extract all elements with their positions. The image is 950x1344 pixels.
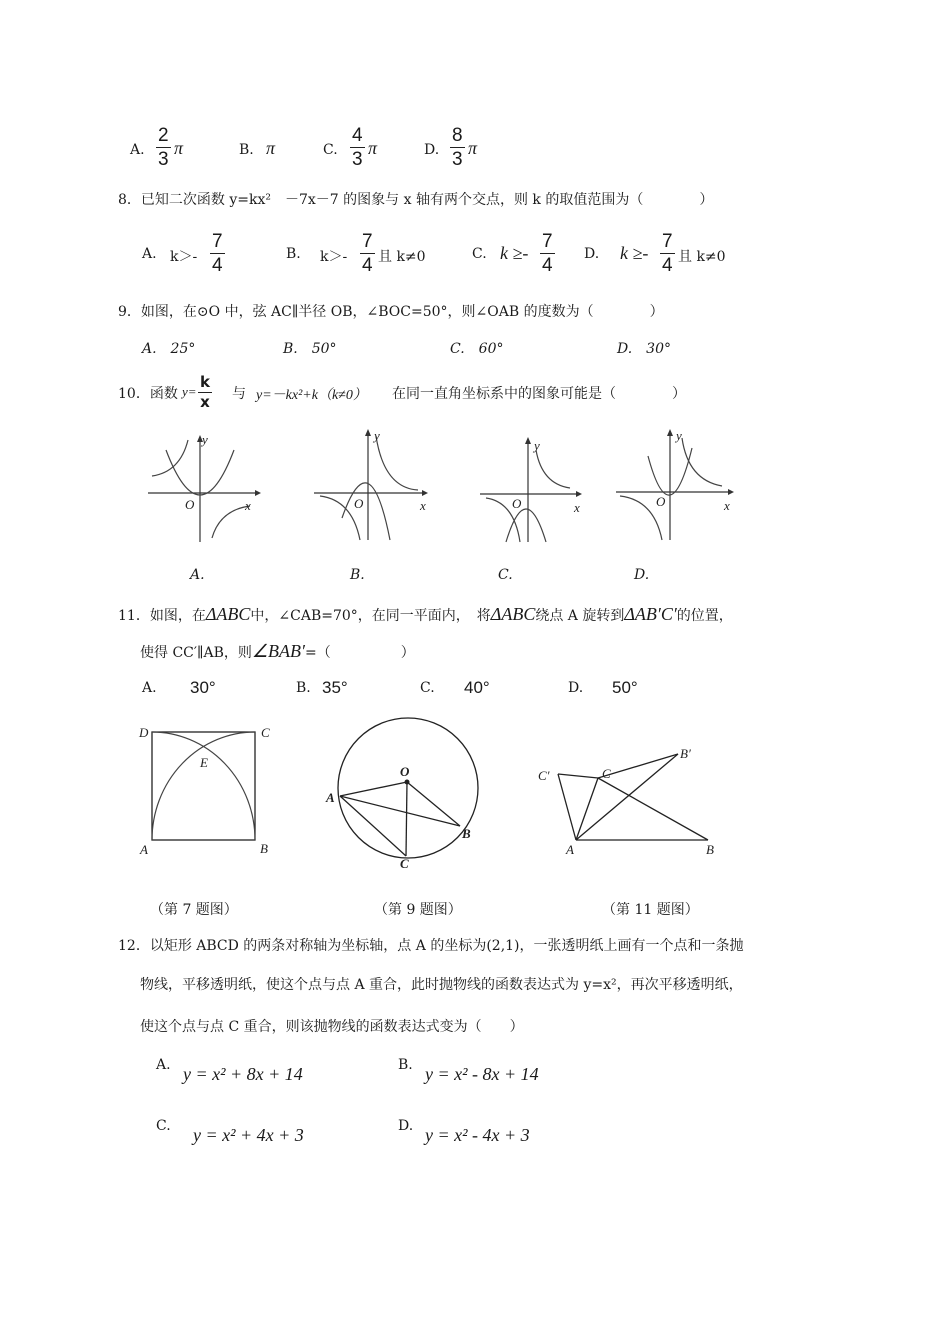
q10-c-x-label: x bbox=[574, 500, 580, 515]
q11-option-b-value: 35° bbox=[322, 678, 348, 697]
figure-11 bbox=[536, 740, 736, 860]
q12-line2: 物线，平移透明纸，使这个点与点 A 重合，此时抛物线的函数表达式为 y=x²，再次平移透明纸， bbox=[140, 977, 743, 993]
q8-option-d-label: D. bbox=[584, 246, 600, 262]
fig11-label-b: B bbox=[706, 842, 714, 857]
q10-b-y-label: y bbox=[374, 428, 380, 443]
q11-line1 bbox=[118, 604, 733, 625]
q10-c-origin: O bbox=[512, 496, 522, 511]
q12-option-b-expr: y = x² - 8x + 14 bbox=[425, 1064, 539, 1084]
q11-option-c-value: 40° bbox=[464, 678, 490, 697]
q10-c-y-label: y bbox=[534, 438, 540, 453]
q7-option-a-label: A. bbox=[130, 142, 145, 158]
q11-option-a-value: 30° bbox=[190, 678, 216, 697]
q8-stem: 8．已知二次函数 y=kx² －7x－7 的图象与 x 轴有两个交点，则 k 的取值范围为（ ） bbox=[118, 192, 714, 208]
q7-option-d-label: D. bbox=[424, 142, 440, 158]
q11-angle: ∠BAB′ bbox=[251, 641, 305, 661]
q8-option-a-label: A. bbox=[142, 246, 157, 262]
q10-graph-b-label: B. bbox=[350, 567, 365, 583]
q10-frac-num: k bbox=[200, 373, 210, 391]
figure-7 bbox=[136, 722, 286, 862]
fig11-label-a: A bbox=[566, 842, 574, 857]
q10-func2: y=－kx²+k（k≠0） bbox=[256, 388, 367, 403]
fig7-label-a: A bbox=[140, 842, 148, 857]
q8-options bbox=[142, 232, 782, 282]
q8-option-a-den: 4 bbox=[212, 255, 223, 276]
q8-option-c-fraction bbox=[540, 232, 555, 275]
q11-tri1: ΔABC bbox=[205, 604, 251, 624]
q7-option-d-fraction bbox=[450, 126, 465, 169]
q12-option-c-expr: y = x² + 4x + 3 bbox=[193, 1125, 304, 1145]
fig11-caption: （第 11 题图） bbox=[602, 902, 699, 918]
q10-a-y-label: y bbox=[202, 432, 208, 447]
q10-graph-d-label: D. bbox=[634, 567, 650, 583]
q10-d-origin: O bbox=[656, 494, 666, 509]
q8-option-b-fraction bbox=[360, 232, 375, 275]
fig11-label-c: C bbox=[602, 766, 611, 781]
q10-d-y-label: y bbox=[676, 428, 682, 443]
q9-option-c: C. 60° bbox=[450, 341, 504, 357]
q12-option-b-label: B. bbox=[398, 1057, 413, 1073]
q7-option-d-pi: π bbox=[468, 138, 478, 158]
q11-line2-post: =（ ） bbox=[304, 645, 415, 661]
q12-option-a-expr: y = x² + 8x + 14 bbox=[183, 1064, 303, 1084]
fig7-label-c: C bbox=[261, 725, 270, 740]
q11-option-b-label: B. bbox=[296, 680, 311, 696]
q10-graph-a bbox=[140, 430, 270, 545]
q8-option-a-num: 7 bbox=[212, 231, 223, 252]
q7-option-c-label: C. bbox=[323, 142, 338, 158]
q8-option-a-pre: k＞- bbox=[170, 249, 198, 265]
q8-option-c-pre: k ≥- bbox=[500, 243, 529, 263]
q8-option-b-label: B. bbox=[286, 246, 301, 262]
q8-option-b-pre: k＞- bbox=[320, 249, 348, 265]
q11-line1-mid: 中，∠CAB=70°，在同一平面内， 将 bbox=[250, 608, 491, 624]
q10-graph-c-label: C. bbox=[498, 567, 513, 583]
q10-y-eq: y= bbox=[182, 384, 197, 399]
q11-option-c-label: C. bbox=[420, 680, 435, 696]
q8-option-d-fraction bbox=[660, 232, 675, 275]
q12-line3: 使这个点与点 C 重合，则该抛物线的函数表达式变为（ ） bbox=[140, 1019, 524, 1035]
fig9-label-a: A bbox=[326, 790, 335, 805]
q8-option-c-den: 4 bbox=[542, 255, 553, 276]
q10-b-x-label: x bbox=[420, 498, 426, 513]
q12-option-d-expr: y = x² - 4x + 3 bbox=[425, 1125, 530, 1145]
q11-option-a-label: A. bbox=[142, 680, 157, 696]
q11-line1-mid2: 绕点 A 旋转到 bbox=[535, 608, 625, 624]
fig11-label-c-prime: C′ bbox=[538, 768, 550, 783]
q8-option-a-fraction bbox=[210, 232, 225, 275]
q9-option-a: A. 25° bbox=[142, 341, 196, 357]
fig9-label-c: C bbox=[400, 856, 409, 871]
q7-option-a-den: 3 bbox=[158, 149, 169, 170]
q10-graph-b bbox=[310, 428, 440, 543]
q7-option-c-den: 3 bbox=[352, 149, 363, 170]
q7-option-c-num: 4 bbox=[352, 125, 363, 146]
q8-option-d-pre: k ≥- bbox=[620, 243, 649, 263]
q7-option-d-num: 8 bbox=[452, 125, 463, 146]
q10-frac bbox=[198, 375, 212, 410]
q8-option-d-num: 7 bbox=[662, 231, 673, 252]
q8-option-b-den: 4 bbox=[362, 255, 373, 276]
q10-stem-post: 在同一直角坐标系中的图象可能是（ ） bbox=[392, 386, 686, 402]
fig11-label-b-prime: B′ bbox=[680, 746, 691, 761]
q11-option-d-value: 50° bbox=[612, 678, 638, 697]
q10-d-x-label: x bbox=[724, 498, 730, 513]
q10-a-origin: O bbox=[185, 497, 195, 512]
q11-option-d-label: D. bbox=[568, 680, 584, 696]
q8-option-d-post: 且 k≠0 bbox=[678, 249, 726, 265]
q7-option-b-label: B. bbox=[239, 142, 254, 158]
fig7-caption: （第 7 题图） bbox=[150, 902, 238, 918]
q8-option-c-label: C. bbox=[472, 246, 487, 262]
q11-line1-post: 的位置， bbox=[676, 608, 733, 624]
q7-option-c-fraction bbox=[350, 126, 365, 169]
q11-tri3: ΔAB′C′ bbox=[624, 604, 677, 624]
fig9-label-o: O bbox=[400, 764, 410, 779]
q10-graph-c bbox=[476, 436, 596, 546]
q12-line1: 12．以矩形 ABCD 的两条对称轴为坐标轴，点 A 的坐标为(2,1)，一张透明纸上画有一个点和一条抛 bbox=[118, 938, 744, 954]
q11-line1-pre: 11．如图，在 bbox=[118, 608, 206, 624]
q11-options bbox=[142, 678, 662, 702]
q7-option-a-fraction bbox=[156, 126, 171, 169]
q9-option-d: D. 30° bbox=[617, 341, 671, 357]
figure-9 bbox=[322, 710, 482, 870]
q7-option-a-pi: π bbox=[174, 138, 184, 158]
q11-line2-pre: 使得 CC′∥AB，则 bbox=[140, 645, 252, 661]
fig7-label-d: D bbox=[139, 725, 149, 740]
q10-graph-a-label: A. bbox=[190, 567, 205, 583]
q10-graph-d bbox=[612, 428, 742, 543]
q10-stem-pre: 10．函数 bbox=[118, 386, 178, 402]
q8-option-b-num: 7 bbox=[362, 231, 373, 252]
q9-stem: 9．如图，在⊙O 中，弦 AC∥半径 OB，∠BOC=50°，则∠OAB 的度数为（ ） bbox=[118, 304, 664, 320]
q11-line2 bbox=[140, 641, 415, 662]
q10-b-origin: O bbox=[354, 496, 364, 511]
q8-option-b-post: 且 k≠0 bbox=[378, 249, 426, 265]
q9-option-b: B. 50° bbox=[283, 341, 337, 357]
q12-option-d-label: D. bbox=[398, 1118, 414, 1134]
q7-option-d-den: 3 bbox=[452, 149, 463, 170]
q12-option-a-label: A. bbox=[156, 1057, 171, 1073]
q7-option-c-pi: π bbox=[368, 138, 378, 158]
q7-option-a-num: 2 bbox=[158, 125, 169, 146]
fig9-caption: （第 9 题图） bbox=[374, 902, 462, 918]
q11-tri2: ΔABC bbox=[490, 604, 536, 624]
fig9-label-b: B bbox=[462, 826, 471, 841]
fig7-label-b: B bbox=[260, 841, 268, 856]
fig7-label-e: E bbox=[200, 755, 208, 770]
q10-stem-mid: 与 bbox=[232, 386, 246, 402]
q10-a-x-label: x bbox=[245, 498, 251, 513]
q7-option-b-pi: π bbox=[266, 138, 276, 158]
q10-frac-den: x bbox=[200, 393, 210, 411]
q8-option-d-den: 4 bbox=[662, 255, 673, 276]
q12-option-c-label: C. bbox=[156, 1118, 171, 1134]
q8-option-c-num: 7 bbox=[542, 231, 553, 252]
